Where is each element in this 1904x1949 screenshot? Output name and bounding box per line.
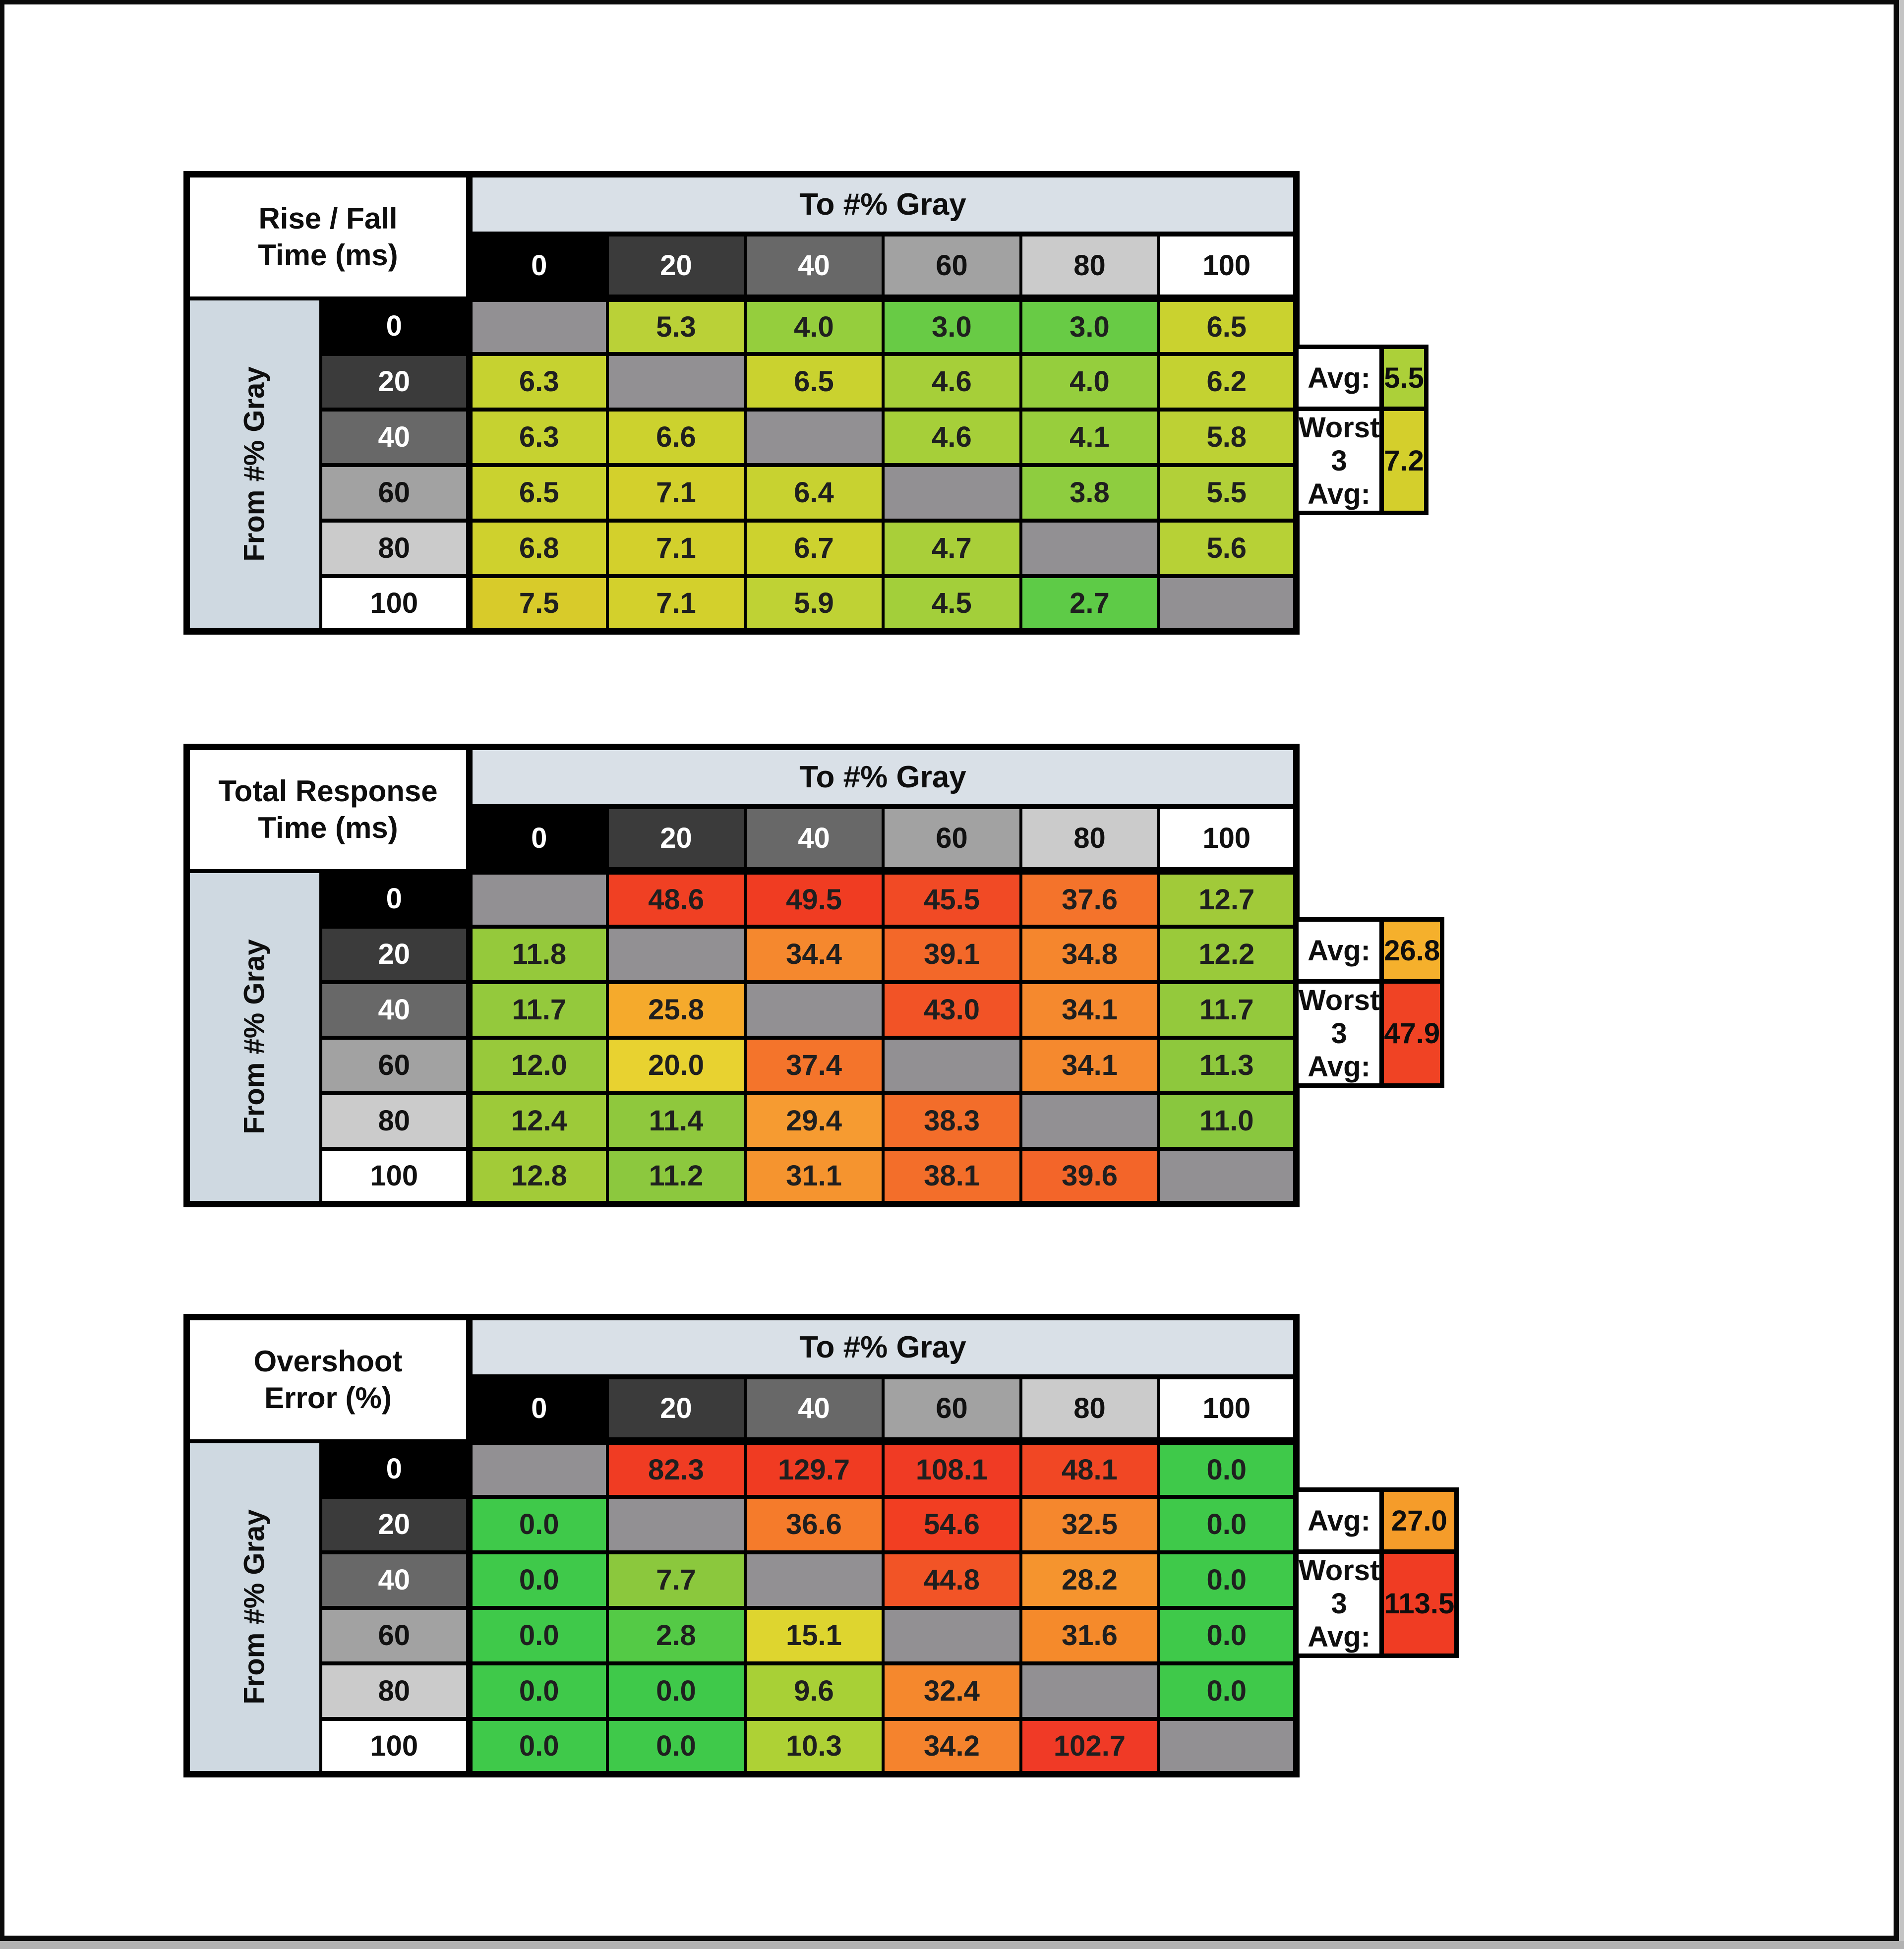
row-axis-title: [187, 871, 321, 1204]
window-edge-left: [0, 0, 4, 1940]
col-header-swatch-20: 20: [607, 807, 745, 871]
summary-label: Worst 3 Avg:: [1297, 1552, 1382, 1656]
rise-fall-time-grid: [183, 171, 1300, 635]
row-label-swatch-20: 20: [321, 354, 470, 410]
heatmap-cell-60-to-100: 11.3: [1159, 1038, 1297, 1093]
table-title-line: Overshoot: [253, 1344, 403, 1378]
col-header-swatch-60: 60: [883, 807, 1021, 871]
row-label-swatch-60: 60: [321, 1038, 470, 1093]
heatmap-cell-40-to-20: 6.6: [607, 410, 745, 465]
col-header-swatch-20: 20: [607, 1377, 745, 1441]
heatmap-cell-80-to-60: 32.4: [883, 1663, 1021, 1719]
heatmap-cell-80-to-40: 29.4: [745, 1093, 883, 1149]
heatmap-cell-0-to-20: 5.3: [607, 298, 745, 354]
heatmap-cell-40-to-20: 7.7: [607, 1552, 745, 1608]
col-header-swatch-60: 60: [883, 234, 1021, 298]
row-label-swatch-40: 40: [321, 1552, 470, 1608]
col-header-swatch-100: 100: [1159, 1377, 1297, 1441]
row-label-swatch-80: 80: [321, 521, 470, 576]
window-edge-right: [1894, 0, 1899, 1940]
heatmap-cell-100-to-20: 11.2: [607, 1149, 745, 1204]
heatmap-cell-20-to-40: 6.5: [745, 354, 883, 410]
diagonal-cell: [883, 465, 1021, 521]
row-label-swatch-100: 100: [321, 576, 470, 632]
overshoot-table: [183, 1314, 1300, 1777]
heatmap-cell-0-to-80: 37.6: [1021, 871, 1159, 927]
heatmap-cell-0-to-60: 108.1: [883, 1441, 1021, 1497]
summary-label: Avg:: [1297, 347, 1382, 409]
heatmap-cell-20-to-100: 6.2: [1159, 354, 1297, 410]
summary-label: Worst 3 Avg:: [1297, 982, 1382, 1086]
row-label-swatch-100: 100: [321, 1149, 470, 1204]
col-header-swatch-100: 100: [1159, 807, 1297, 871]
heatmap-cell-60-to-100: 0.0: [1159, 1608, 1297, 1663]
row-axis-title: [187, 1441, 321, 1774]
row-label-swatch-20: 20: [321, 1497, 470, 1552]
row-label-swatch-0: 0: [321, 1441, 470, 1497]
heatmap-cell-60-to-100: 5.5: [1159, 465, 1297, 521]
heatmap-cell-100-to-0: 12.8: [470, 1149, 607, 1204]
heatmap-cell-0-to-100: 12.7: [1159, 871, 1297, 927]
heatmap-cell-80-to-100: 5.6: [1159, 521, 1297, 576]
heatmap-cell-100-to-60: 4.5: [883, 576, 1021, 632]
diagonal-cell: [607, 1497, 745, 1552]
heatmap-cell-40-to-60: 44.8: [883, 1552, 1021, 1608]
heatmap-cell-100-to-60: 34.2: [883, 1719, 1021, 1774]
heatmap-cell-0-to-20: 82.3: [607, 1441, 745, 1497]
diagonal-cell: [1021, 1093, 1159, 1149]
row-label-swatch-40: 40: [321, 982, 470, 1038]
heatmap-cell-100-to-20: 7.1: [607, 576, 745, 632]
row-label-swatch-40: 40: [321, 410, 470, 465]
col-header-swatch-40: 40: [745, 1377, 883, 1441]
summary-value: 7.2: [1382, 409, 1427, 513]
summary-label: Avg:: [1297, 920, 1382, 982]
heatmap-cell-60-to-0: 12.0: [470, 1038, 607, 1093]
row-label-swatch-0: 0: [321, 871, 470, 927]
col-header-swatch-40: 40: [745, 807, 883, 871]
row-axis-title-text: From #% Gray: [238, 939, 271, 1134]
col-header-swatch-40: 40: [745, 234, 883, 298]
heatmap-cell-20-to-80: 4.0: [1021, 354, 1159, 410]
heatmap-cell-0-to-100: 0.0: [1159, 1441, 1297, 1497]
col-axis-title: To #% Gray: [470, 1317, 1297, 1377]
heatmap-cell-80-to-20: 7.1: [607, 521, 745, 576]
diagonal-cell: [1021, 1663, 1159, 1719]
diagonal-cell: [1159, 576, 1297, 632]
heatmap-cell-80-to-60: 38.3: [883, 1093, 1021, 1149]
diagonal-cell: [1021, 521, 1159, 576]
heatmap-cell-60-to-20: 20.0: [607, 1038, 745, 1093]
col-header-swatch-20: 20: [607, 234, 745, 298]
summary-label: Avg:: [1297, 1490, 1382, 1552]
overshoot-error-grid: [183, 1314, 1300, 1777]
col-header-swatch-0: 0: [470, 1377, 607, 1441]
heatmap-cell-60-to-40: 37.4: [745, 1038, 883, 1093]
heatmap-cell-80-to-0: 12.4: [470, 1093, 607, 1149]
total-response-summary: [1294, 917, 1444, 1088]
heatmap-cell-0-to-80: 48.1: [1021, 1441, 1159, 1497]
heatmap-cell-20-to-40: 36.6: [745, 1497, 883, 1552]
diagonal-cell: [470, 871, 607, 927]
diagonal-cell: [745, 410, 883, 465]
summary-value: 27.0: [1382, 1490, 1457, 1552]
heatmap-cell-40-to-0: 11.7: [470, 982, 607, 1038]
diagonal-cell: [607, 927, 745, 982]
heatmap-cell-0-to-40: 49.5: [745, 871, 883, 927]
heatmap-cell-20-to-40: 34.4: [745, 927, 883, 982]
window-edge-top: [0, 0, 1904, 4]
table-title: [187, 747, 470, 871]
rise-fall-table: [183, 171, 1300, 635]
heatmap-cell-80-to-100: 11.0: [1159, 1093, 1297, 1149]
diagonal-cell: [745, 1552, 883, 1608]
diagonal-cell: [1159, 1719, 1297, 1774]
heatmap-cell-0-to-40: 129.7: [745, 1441, 883, 1497]
table-title-line: Error (%): [264, 1381, 392, 1415]
heatmap-cell-0-to-60: 45.5: [883, 871, 1021, 927]
heatmap-cell-80-to-20: 11.4: [607, 1093, 745, 1149]
diagonal-cell: [883, 1608, 1021, 1663]
heatmap-cell-40-to-20: 25.8: [607, 982, 745, 1038]
heatmap-cell-80-to-40: 9.6: [745, 1663, 883, 1719]
table-title-line: Time (ms): [258, 811, 398, 844]
col-header-swatch-80: 80: [1021, 234, 1159, 298]
heatmap-cell-80-to-20: 0.0: [607, 1663, 745, 1719]
heatmap-cell-0-to-80: 3.0: [1021, 298, 1159, 354]
heatmap-cell-80-to-100: 0.0: [1159, 1663, 1297, 1719]
heatmap-cell-80-to-40: 6.7: [745, 521, 883, 576]
row-axis-title-text: From #% Gray: [238, 366, 271, 562]
rise-fall-summary: [1294, 345, 1428, 515]
heatmap-cell-20-to-0: 11.8: [470, 927, 607, 982]
heatmap-cell-40-to-80: 28.2: [1021, 1552, 1159, 1608]
heatmap-cell-20-to-100: 0.0: [1159, 1497, 1297, 1552]
heatmap-cell-20-to-60: 4.6: [883, 354, 1021, 410]
row-label-swatch-80: 80: [321, 1663, 470, 1719]
row-label-swatch-60: 60: [321, 465, 470, 521]
table-title-line: Rise / Fall: [258, 201, 398, 235]
table-title-line: Time (ms): [258, 238, 398, 272]
heatmap-cell-100-to-40: 31.1: [745, 1149, 883, 1204]
heatmap-cell-0-to-60: 3.0: [883, 298, 1021, 354]
heatmap-cell-60-to-0: 0.0: [470, 1608, 607, 1663]
heatmap-cell-20-to-60: 54.6: [883, 1497, 1021, 1552]
right-scrollbar-track[interactable]: [1899, 0, 1904, 1949]
heatmap-cell-20-to-60: 39.1: [883, 927, 1021, 982]
total-response-table: [183, 744, 1300, 1207]
summary-value: 47.9: [1382, 982, 1442, 1086]
heatmap-cell-60-to-80: 31.6: [1021, 1608, 1159, 1663]
summary-value: 26.8: [1382, 920, 1442, 982]
heatmap-cell-40-to-80: 4.1: [1021, 410, 1159, 465]
row-axis-title-text: From #% Gray: [238, 1509, 271, 1705]
overshoot-block: [183, 1314, 1455, 1777]
diagonal-cell: [1159, 1149, 1297, 1204]
summary-label: Worst 3 Avg:: [1297, 409, 1382, 513]
table-title: [187, 1317, 470, 1441]
heatmap-cell-80-to-0: 6.8: [470, 521, 607, 576]
heatmap-cell-40-to-80: 34.1: [1021, 982, 1159, 1038]
heatmap-cell-80-to-0: 0.0: [470, 1663, 607, 1719]
heatmap-cell-20-to-80: 32.5: [1021, 1497, 1159, 1552]
heatmap-cell-60-to-40: 6.4: [745, 465, 883, 521]
heatmap-cell-40-to-0: 6.3: [470, 410, 607, 465]
col-axis-title: To #% Gray: [470, 175, 1297, 234]
col-header-swatch-0: 0: [470, 807, 607, 871]
row-label-swatch-80: 80: [321, 1093, 470, 1149]
heatmap-cell-60-to-0: 6.5: [470, 465, 607, 521]
heatmap-cell-60-to-20: 7.1: [607, 465, 745, 521]
diagonal-cell: [470, 1441, 607, 1497]
heatmap-cell-40-to-60: 43.0: [883, 982, 1021, 1038]
heatmap-cell-100-to-80: 2.7: [1021, 576, 1159, 632]
total-response-time-avg-table: [1294, 917, 1444, 1088]
col-header-swatch-100: 100: [1159, 234, 1297, 298]
heatmap-cell-0-to-20: 48.6: [607, 871, 745, 927]
row-label-swatch-60: 60: [321, 1608, 470, 1663]
heatmap-cell-40-to-0: 0.0: [470, 1552, 607, 1608]
diagonal-cell: [745, 982, 883, 1038]
overshoot-error-avg-table: [1294, 1487, 1459, 1658]
heatmap-cell-0-to-40: 4.0: [745, 298, 883, 354]
diagonal-cell: [607, 354, 745, 410]
rise-fall-block: [183, 171, 1424, 635]
col-header-swatch-0: 0: [470, 234, 607, 298]
row-label-swatch-20: 20: [321, 927, 470, 982]
row-label-swatch-0: 0: [321, 298, 470, 354]
heatmap-cell-80-to-60: 4.7: [883, 521, 1021, 576]
summary-value: 5.5: [1382, 347, 1427, 409]
col-header-swatch-80: 80: [1021, 807, 1159, 871]
heatmap-cell-100-to-0: 0.0: [470, 1719, 607, 1774]
heatmap-cell-60-to-40: 15.1: [745, 1608, 883, 1663]
heatmap-cell-20-to-0: 6.3: [470, 354, 607, 410]
heatmap-cell-60-to-80: 34.1: [1021, 1038, 1159, 1093]
col-header-swatch-80: 80: [1021, 1377, 1159, 1441]
heatmap-cell-60-to-80: 3.8: [1021, 465, 1159, 521]
col-header-swatch-60: 60: [883, 1377, 1021, 1441]
window-edge-bottom: [0, 1936, 1899, 1941]
heatmap-cell-100-to-80: 39.6: [1021, 1149, 1159, 1204]
total-response-block: [183, 744, 1440, 1207]
heatmap-cell-0-to-100: 6.5: [1159, 298, 1297, 354]
col-axis-title: To #% Gray: [470, 747, 1297, 807]
summary-value: 113.5: [1382, 1552, 1457, 1656]
table-title-line: Total Response: [218, 774, 438, 808]
heatmap-cell-40-to-100: 0.0: [1159, 1552, 1297, 1608]
table-title: [187, 175, 470, 298]
heatmap-cell-100-to-80: 102.7: [1021, 1719, 1159, 1774]
heatmap-cell-100-to-0: 7.5: [470, 576, 607, 632]
overshoot-summary: [1294, 1487, 1459, 1658]
rise-fall-time-avg-table: [1294, 345, 1428, 515]
heatmap-cell-100-to-20: 0.0: [607, 1719, 745, 1774]
heatmap-cell-100-to-60: 38.1: [883, 1149, 1021, 1204]
heatmap-cell-20-to-100: 12.2: [1159, 927, 1297, 982]
heatmap-cell-100-to-40: 5.9: [745, 576, 883, 632]
row-axis-title: [187, 298, 321, 632]
heatmap-cell-40-to-60: 4.6: [883, 410, 1021, 465]
bottom-scrollbar-track[interactable]: [0, 1941, 1904, 1949]
heatmap-cell-40-to-100: 5.8: [1159, 410, 1297, 465]
total-response-time-grid: [183, 744, 1300, 1207]
heatmap-cell-40-to-100: 11.7: [1159, 982, 1297, 1038]
heatmap-cell-20-to-80: 34.8: [1021, 927, 1159, 982]
heatmap-cell-20-to-0: 0.0: [470, 1497, 607, 1552]
diagonal-cell: [883, 1038, 1021, 1093]
heatmap-cell-60-to-20: 2.8: [607, 1608, 745, 1663]
row-label-swatch-100: 100: [321, 1719, 470, 1774]
diagonal-cell: [470, 298, 607, 354]
heatmap-cell-100-to-40: 10.3: [745, 1719, 883, 1774]
